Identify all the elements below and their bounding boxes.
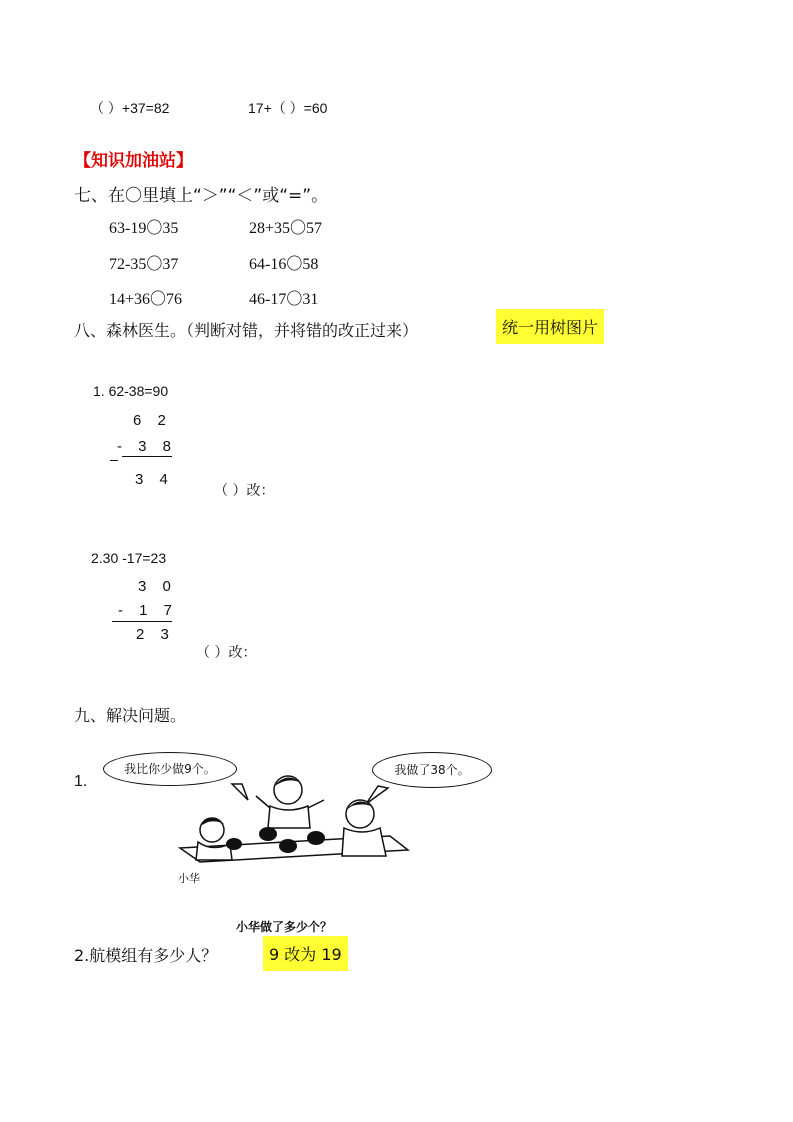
question-2-text: 2.航模组有多少人？ [74, 946, 218, 965]
knowledge-heading: 【知识加油站】 [74, 151, 193, 171]
compare-item: 63-19〇35 [109, 220, 179, 237]
problem-2-top: 3 0 [138, 578, 177, 595]
problem-2-sub: - 1 7 [118, 602, 179, 619]
compare-item: 28+35〇57 [249, 220, 323, 237]
question-1-number: 1. [74, 773, 88, 790]
compare-item: 14+36〇76 [109, 291, 183, 308]
section-7-title: 七、在〇里填上“＞”“＜”或“=”。 [74, 186, 329, 206]
problem-1-result: 3 4 [135, 471, 174, 488]
problem-2-correction: （ ）改： [196, 645, 257, 661]
character-name-label: 小华 [178, 872, 200, 885]
problem-2-label: 2.30 -17=23 [91, 550, 167, 566]
compare-item: 64-16〇58 [249, 256, 319, 273]
vertical-calc-line [122, 456, 172, 457]
compare-item: 72-35〇37 [109, 256, 179, 273]
equation-2: 17+（ ）=60 [248, 100, 328, 116]
vertical-calc-line [112, 621, 172, 622]
compare-item: 46-17〇31 [249, 291, 319, 308]
section-9-title: 九、解决问题。 [74, 706, 187, 725]
problem-1-top: 6 2 [133, 412, 172, 429]
question-2-highlight-note: 9 改为 19 [263, 936, 348, 971]
bubble-right-text: 我做了38个。 [394, 763, 470, 777]
equation-1: （ ）+37=82 [90, 100, 170, 116]
highlight-note: 统一用树图片 [496, 309, 604, 344]
problem-1-correction: （ ）改： [214, 483, 275, 499]
problem-1-sub: - 3 8 [117, 438, 178, 455]
children-illustration [160, 770, 420, 870]
problem-2-result: 2 3 [136, 626, 175, 643]
problem-1-label: 1. 62-38=90 [93, 383, 169, 399]
section-8-title: 八、森林医生。（判断对错，并将错的改正过来） [74, 321, 419, 340]
bubble-left-text: 我比你少做9个。 [124, 762, 216, 776]
question-1-text: 小华做了多少个？ [236, 920, 333, 934]
underline-mark [110, 460, 118, 461]
